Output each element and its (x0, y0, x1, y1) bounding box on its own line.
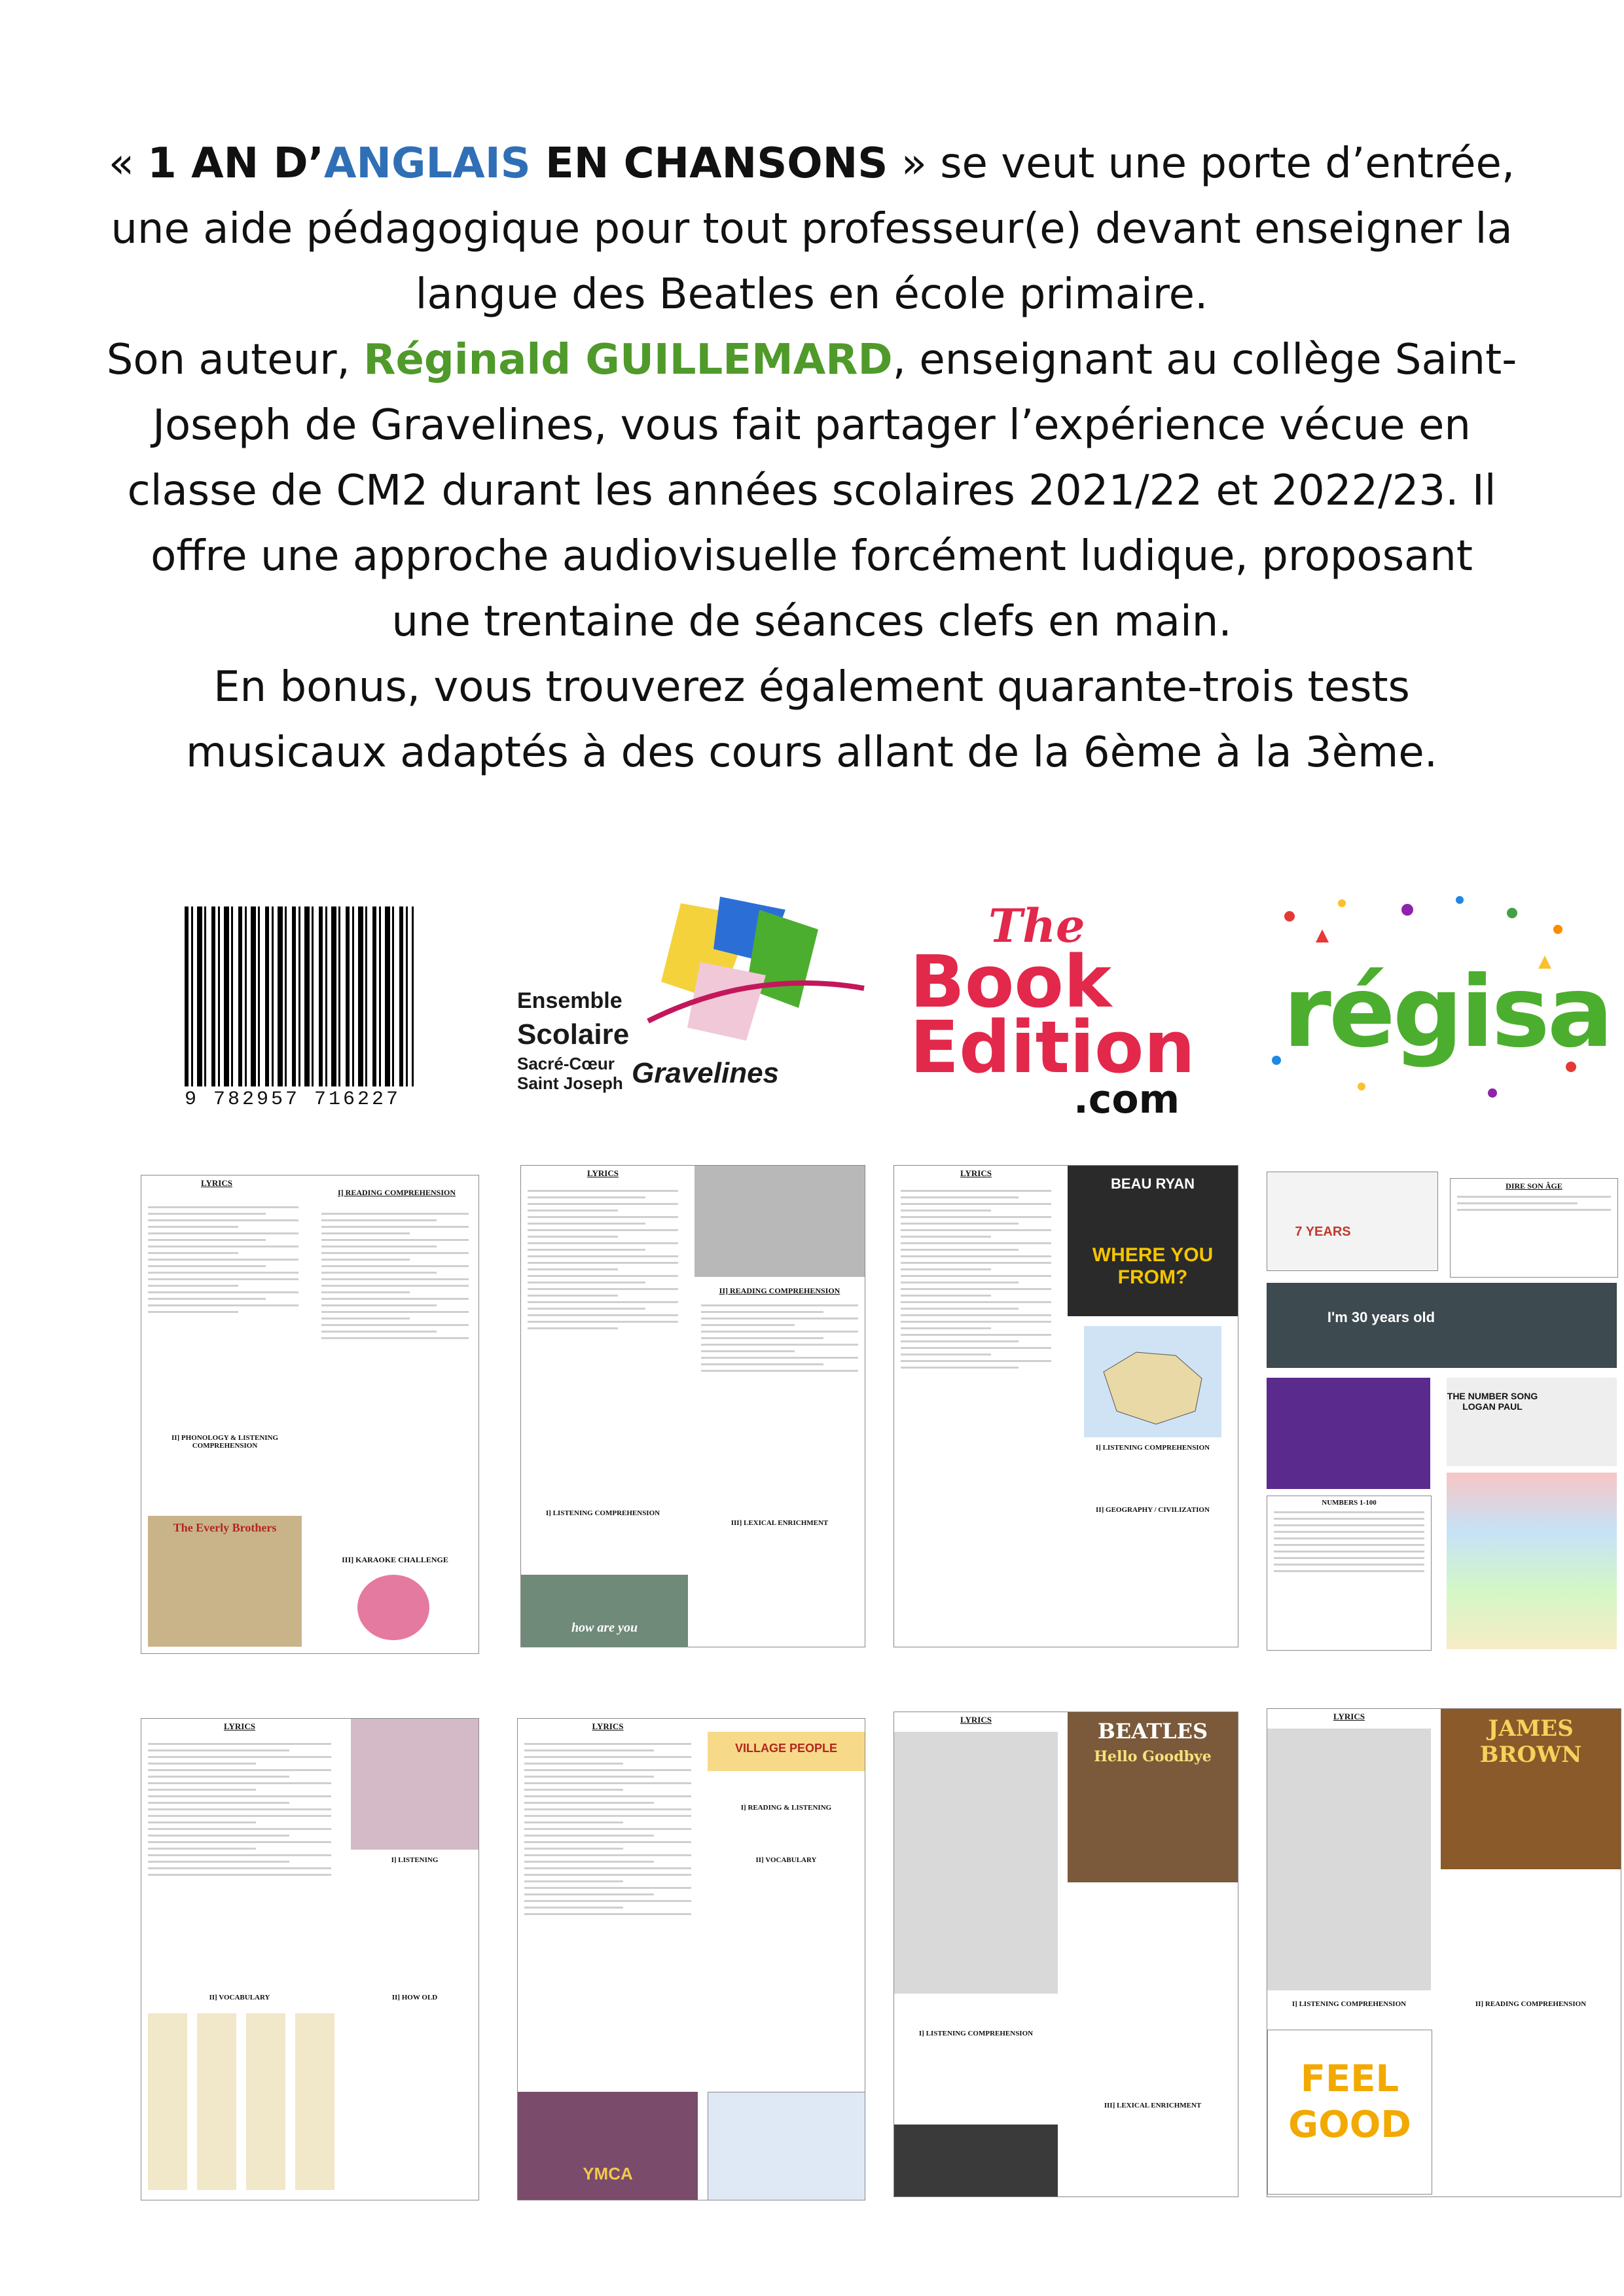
thumb-4-sub: THE NUMBER SONG LOGAN PAUL (1447, 1391, 1538, 1412)
school-logo-line-1: Ensemble (517, 988, 623, 1013)
thumb-8-sub2: II] READING COMPREHENSION (1475, 2000, 1587, 2008)
thumb-8-feel-good-box (1267, 2030, 1432, 2195)
thumb-6-sub2: II] VOCABULARY (755, 1856, 817, 1864)
blurb-line-5: Joseph de Gravelines, vous fait partager l’expérience vécue en (153, 401, 1471, 450)
thumb-page-2 (520, 1165, 865, 1647)
thumb-8-heading-2: JAMES BROWN (1479, 1715, 1582, 1768)
thumb-2-photo (695, 1166, 865, 1277)
thumb-6-caption: YMCA (583, 2164, 633, 2183)
thumb-7-heading: LYRICS (960, 1715, 992, 1725)
thumb-8-photo (1441, 1709, 1621, 1869)
thumb-1-sub2: III] KARAOKE CHALLENGE (342, 1555, 448, 1564)
thumb-2-heading-2: II] READING COMPREHENSION (719, 1286, 840, 1295)
thumb-1-sub: II] PHONOLOGY & LISTENING COMPREHENSION (171, 1434, 279, 1450)
thumb-4-heading-2: DIRE SON ÂGE (1506, 1181, 1562, 1191)
regisa-logo (1263, 890, 1611, 1106)
blurb-line-4: Son auteur, Réginald GUILLEMARD, enseignant au collège Saint- (106, 336, 1517, 384)
back-cover-blurb (98, 131, 1525, 785)
regisa-wordmark: régisa (1283, 956, 1611, 1069)
school-logo-gravelines: Gravelines (632, 1057, 780, 1089)
thumb-5-vocab-icons (148, 2013, 338, 2190)
thumb-8-caption: FEEL GOOD (1288, 2058, 1411, 2146)
school-logo-line-3: Sacré-Cœur Saint Joseph (517, 1054, 623, 1093)
thumb-8-lyrics-panel (1267, 1729, 1431, 1990)
blurb-line-10: musicaux adaptés à des cours allant de la 6ème à la 3ème. (185, 728, 1438, 777)
thumb-2-bottom-photo (521, 1575, 688, 1647)
thumb-page-1 (141, 1175, 479, 1654)
thumb-page-7 (893, 1712, 1238, 2197)
thumb-page-8 (1267, 1708, 1621, 2197)
thumb-8-heading: LYRICS (1333, 1712, 1365, 1721)
thumb-6-photo (518, 2092, 698, 2200)
publisher-edition: Edition (910, 1005, 1195, 1089)
barcode-bars (185, 906, 414, 1086)
thumb-7-heading-2: BEATLES (1097, 1719, 1208, 1744)
barcode-number: 9 782957 716227 (185, 1088, 401, 1111)
blurb-line-7: offre une approche audiovisuelle forcément ludique, proposant (151, 532, 1473, 581)
thumb-page-3 (893, 1165, 1238, 1647)
thumb-7-bottom-photo (894, 2125, 1058, 2197)
thumb-page-6 (517, 1718, 865, 2200)
publisher-the: The (988, 899, 1085, 953)
thumb-1-photo (148, 1516, 302, 1647)
thumb-4-logan-image (1447, 1378, 1617, 1466)
blurb-line-3: langue des Beatles en école primaire. (415, 270, 1208, 319)
thumb-4-numbers-chart (1447, 1473, 1617, 1649)
thumb-7-sub2: III] LEXICAL ENRICHMENT (1104, 2102, 1202, 2109)
blurb-line-8: une trentaine de séances clefs en main. (391, 598, 1232, 646)
thumb-5-photo (351, 1719, 478, 1850)
thumb-7-sub: I] LISTENING COMPREHENSION (918, 2030, 1034, 2037)
publisher-book: Book (910, 940, 1112, 1024)
school-logo-line-2: Scolaire (517, 1018, 630, 1050)
thumb-4-sub2: NUMBERS 1-100 (1322, 1499, 1377, 1507)
thumb-6-banner (708, 1732, 865, 1771)
blurb-line-9: En bonus, vous trouverez également quarante-trois tests (213, 663, 1410, 711)
thumb-4-age-box (1450, 1178, 1618, 1278)
thumb-3-heading: LYRICS (960, 1168, 992, 1178)
isbn-barcode (185, 906, 414, 1119)
thumb-3-artist: BEAU RYAN (1111, 1175, 1195, 1192)
author-name: Réginald GUILLEMARD (363, 336, 893, 384)
thumb-7-caption: Hello Goodbye (1094, 1748, 1212, 1765)
thumb-3-photo (1068, 1166, 1238, 1316)
thumb-4-numbers-table (1267, 1496, 1432, 1651)
thumb-2-caption: how are you (571, 1621, 638, 1635)
publisher-logo (910, 899, 1237, 1122)
thumb-7-photo (1068, 1712, 1238, 1882)
thumb-4-disco-image (1267, 1378, 1430, 1489)
thumb-7-lyrics-panel (894, 1732, 1058, 1994)
thumb-5-sub: II] HOW OLD (391, 1994, 438, 2001)
thumb-3-sub2: II] GEOGRAPHY / CIVILIZATION (1096, 1506, 1210, 1514)
thumb-5-caption: II] VOCABULARY (209, 1994, 270, 2001)
thumb-2-heading: LYRICS (587, 1168, 619, 1178)
thumb-page-4 (1267, 1172, 1620, 1653)
australia-map-icon (1084, 1326, 1221, 1437)
thumb-4-photo-7years (1267, 1172, 1438, 1271)
thumb-5-heading-2: I] LISTENING (391, 1856, 439, 1864)
school-logo (504, 890, 871, 1106)
thumb-6-heading: LYRICS (592, 1721, 624, 1731)
thumb-8-sub: I] LISTENING COMPREHENSION (1291, 2000, 1407, 2008)
thumb-page-5 (141, 1718, 479, 2200)
thumb-5-heading: LYRICS (224, 1721, 255, 1731)
thumb-6-info-box (708, 2092, 865, 2200)
thumb-2-sub: I] LISTENING COMPREHENSION (545, 1509, 660, 1517)
thumb-3-sub: I] LISTENING COMPREHENSION (1095, 1444, 1210, 1452)
thumb-2-sub2: III] LEXICAL ENRICHMENT (731, 1519, 829, 1527)
blurb-line-2: une aide pédagogique pour tout professeur(e) devant enseigner la (111, 205, 1513, 253)
thumb-4-caption: I'm 30 years old (1327, 1309, 1435, 1325)
blurb-line-1: « 1 AN D’ANGLAIS EN CHANSONS » se veut une porte d’entrée, (108, 139, 1515, 188)
thumb-1-heading-2: I] READING COMPREHENSION (337, 1188, 456, 1197)
thumb-4-heading: 7 YEARS (1295, 1225, 1351, 1239)
school-logo-graphic (622, 890, 871, 1054)
thumb-3-caption: WHERE YOU FROM? (1092, 1244, 1214, 1288)
thumb-1-bye-image (357, 1575, 429, 1640)
thumb-3-map (1084, 1326, 1221, 1437)
thumb-6-heading-2: VILLAGE PEOPLE (734, 1742, 838, 1755)
thumb-1-heading: LYRICS (201, 1178, 232, 1188)
thumb-4-banner (1267, 1283, 1617, 1368)
thumb-1-caption: The Everly Brothers (173, 1521, 277, 1534)
thumb-6-sub: I] READING & LISTENING (740, 1804, 832, 1812)
blurb-line-6: classe de CM2 durant les années scolaires 2021/22 et 2022/23. Il (127, 467, 1496, 515)
publisher-com: .com (1074, 1077, 1180, 1122)
